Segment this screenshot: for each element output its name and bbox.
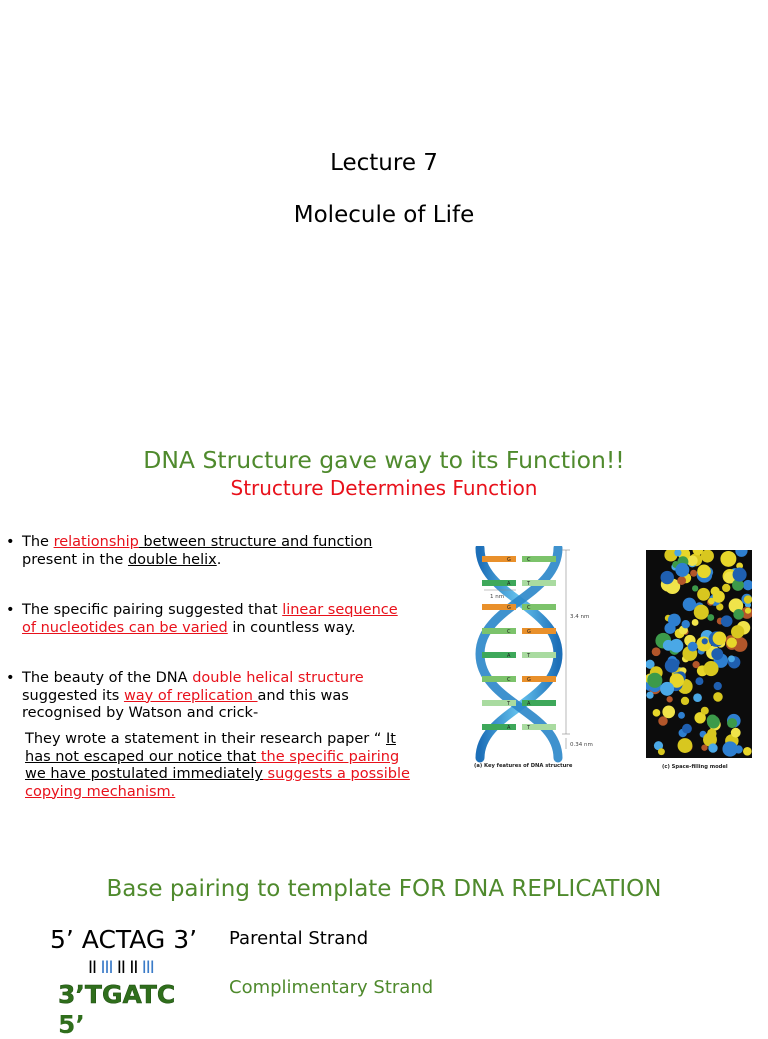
atom-sphere [727,637,737,647]
atom-sphere [708,598,715,605]
atom-sphere [660,682,674,696]
atom-sphere [728,655,735,662]
figure-c-caption: (c) Space-filling model [662,764,728,770]
base-letter: A [507,725,511,731]
bullet-text-part: . [216,551,222,568]
base-block [482,676,516,682]
atom-sphere [688,642,698,652]
atom-sphere [745,608,751,614]
atom-sphere [720,551,736,567]
base-letter: G [507,557,511,563]
dimension-label-1nm: 1 nm [490,594,505,600]
complementary-end: 5’ [58,1010,85,1039]
lecture-title: Lecture 7 [330,150,438,176]
atom-sphere [733,568,747,582]
atom-sphere [662,706,675,719]
bond-triple: III [141,958,154,978]
lecture-subtitle: Molecule of Life [293,202,475,228]
atom-sphere [697,588,710,601]
atom-sphere [658,748,665,755]
base-letter: C [507,677,511,683]
bond-triple: III [100,958,113,978]
dna-space-filling-model [646,550,752,772]
parental-strand-label: Parental Strand [229,928,369,949]
base-letter: T [527,725,531,731]
bullet-text-part: recognised by Watson and crick- [22,705,259,721]
base-letter: A [507,653,511,659]
atom-sphere [743,747,752,756]
base-block [482,628,516,634]
base-block [482,604,516,610]
bond-double: II [129,958,138,978]
bullet-text [22,534,372,569]
atom-sphere [646,691,653,698]
atom-sphere [734,745,742,753]
quote-highlight: the specific pairing [256,748,400,765]
base-block [482,580,516,586]
atom-sphere [678,738,693,753]
slide-heading: DNA Structure gave way to its Function!! [143,446,625,474]
base-letter: C [527,557,531,563]
atom-sphere [744,595,752,603]
atom-sphere [670,639,684,653]
bond-double: II [116,958,125,978]
atom-sphere [697,564,711,578]
atom-sphere [701,550,714,563]
atom-sphere [653,709,661,717]
base-block [482,700,516,706]
base-letter: G [527,677,531,683]
atom-sphere [675,563,689,577]
atom-sphere [711,648,723,660]
atom-sphere [703,661,718,676]
atom-sphere [677,576,686,585]
atom-sphere [707,716,720,729]
atom-sphere [731,728,741,738]
bullet-highlight: linear sequence [282,602,398,618]
atom-sphere [721,615,733,627]
atom-sphere [713,692,723,702]
base-letter: C [527,605,531,611]
atom-sphere [665,659,679,673]
atom-sphere [722,584,730,592]
atom-sphere [678,712,685,719]
bullet-text [22,602,398,637]
atom-sphere [692,619,699,626]
atom-sphere [647,673,662,688]
quote-underlined: has not escaped our notice that [25,748,257,765]
bond-double: II [88,958,97,978]
slide-subheading: Structure Determines Function [230,476,538,500]
atom-sphere [731,625,744,638]
bullet-marker: • [6,670,15,686]
bullet-marker: • [6,534,15,550]
atom-sphere [702,638,708,644]
quote-highlight: suggests a possible [262,766,410,782]
quote-underlined: we have postulated immediately [25,766,263,782]
quote-text: They wrote a statement in their research paper “ [25,731,386,747]
figure-a-caption: (a) Key features of DNA structure [474,763,573,769]
atom-sphere [727,718,737,728]
base-letter: C [507,629,511,635]
bullet-text-part: present in the [22,551,128,568]
watson-crick-quote [25,731,465,801]
atom-sphere [652,647,661,656]
base-letter: G [507,605,511,611]
base-block [482,724,516,730]
atom-sphere [733,609,744,620]
atom-sphere [681,697,689,705]
quote-underlined: It [385,731,396,747]
atom-sphere [708,743,717,752]
atom-sphere [714,682,722,690]
dimension-label-0-34nm: 0.34 nm [570,742,593,748]
atom-sphere [682,724,692,734]
atom-sphere [701,707,709,715]
complementary-strand-label: Complimentary Strand [229,977,434,998]
dimension-label-3-4nm: 3.4 nm [570,614,590,620]
atom-sphere [695,677,703,685]
atom-sphere [666,696,672,702]
base-letter: A [507,581,511,587]
atom-sphere [690,570,697,577]
base-block [482,652,516,658]
parental-sequence: 5’ ACTAG 3’ [50,925,198,954]
atom-sphere [692,585,698,591]
atom-sphere [682,620,690,628]
bullet-text-part: The specific pairing suggested that [22,602,283,618]
bullet-text-part: The beauty of the DNA [22,670,193,686]
bullet-underlined: between structure and function [138,534,373,550]
atom-sphere [713,632,727,646]
bullet-text-part: in countless way. [227,619,356,636]
bullet-underlined: double helix [127,551,217,568]
bullet-text-part: and this was [257,687,349,704]
base-letter: T [527,581,531,587]
atom-sphere [661,571,674,584]
base-block [482,556,516,562]
bullet-highlight: of nucleotides can be varied [22,619,228,636]
quote-highlight: copying mechanism. [25,783,176,800]
bullet-text-part: suggested its [22,687,124,704]
atom-sphere [707,614,714,621]
atom-sphere [707,729,717,739]
base-pairing-heading: Base pairing to template FOR DNA REPLICATION [106,876,662,902]
base-letter: T [507,701,511,707]
bullet-highlight: double helical structure [192,670,364,686]
atom-sphere [693,693,702,702]
bullet-highlight: relationship [53,534,139,550]
base-letter: A [527,701,531,707]
base-letter: G [527,629,531,635]
base-letter: T [527,653,531,659]
atom-sphere [694,605,709,620]
dna-helix-diagram [466,546,596,774]
atom-sphere [668,614,681,627]
bullet-highlight: way of replication [123,687,258,704]
hydrogen-bonds [88,958,154,978]
bullet-text-part: The [22,534,54,550]
atom-sphere [683,598,696,611]
complementary-sequence: 3’TGATC [58,980,176,1009]
bullet-marker: • [6,602,15,618]
bullet-text [22,670,364,723]
